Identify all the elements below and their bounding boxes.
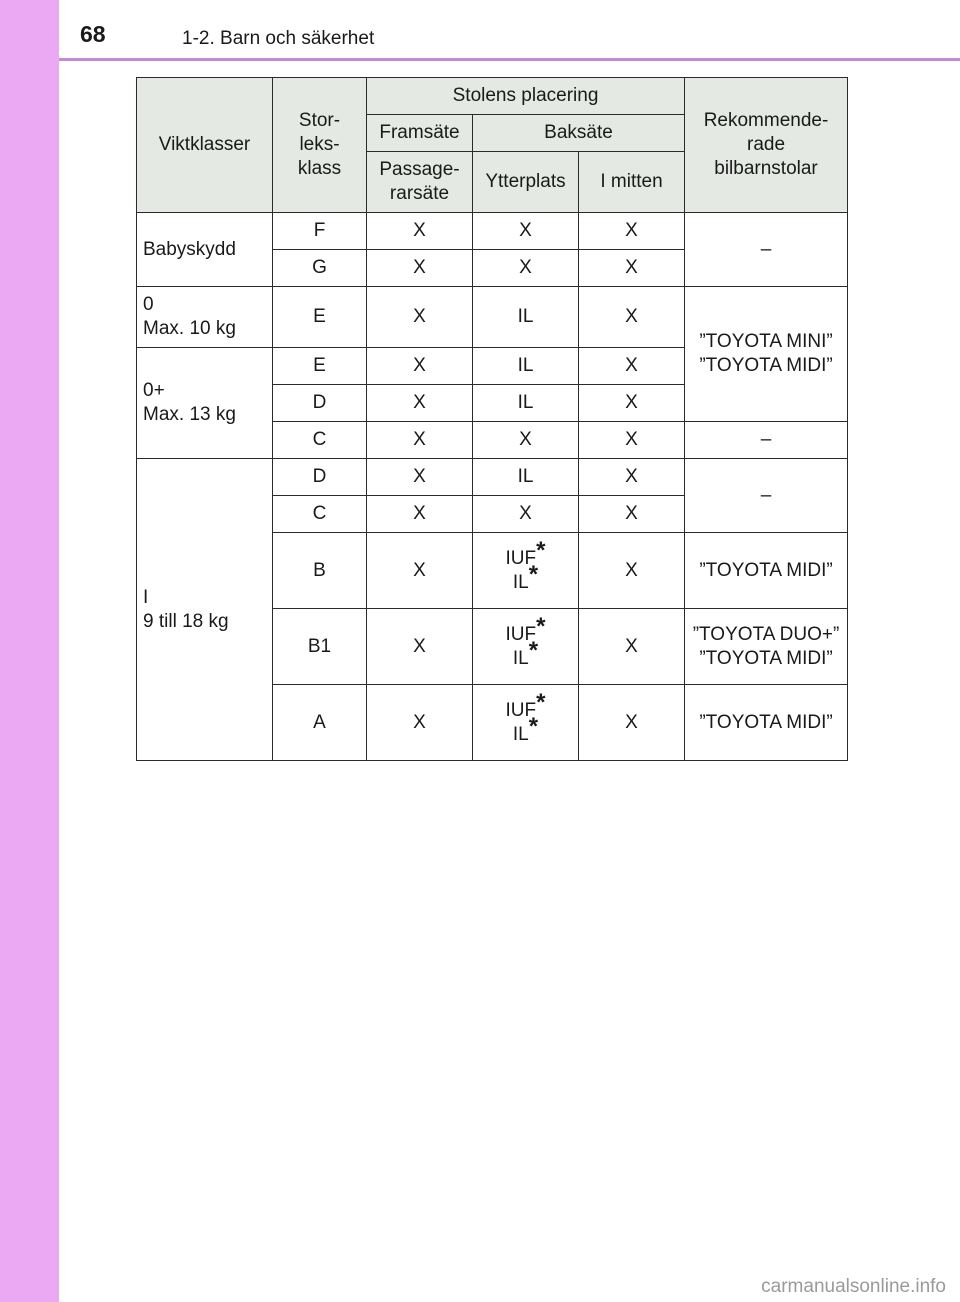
outer-seat-cell: X [473,496,579,533]
table-row [137,459,848,496]
outer-seat-cell: X [473,250,579,287]
front-seat-cell: X [367,459,473,496]
outer-seat-cell: X [473,213,579,250]
weight-group-babyskydd: Babyskydd [137,213,273,287]
size-class-cell: C [273,496,367,533]
outer-seat-cell: IUF* IL* [473,685,579,761]
front-seat-cell: X [367,685,473,761]
weight-group-0plus: 0+ Max. 13 kg [137,348,273,459]
recommended-cell: ”TOYOTA DUO+” ”TOYOTA MIDI” [685,609,848,685]
size-class-cell: B1 [273,609,367,685]
front-seat-cell: X [367,385,473,422]
middle-seat-cell: X [579,685,685,761]
middle-seat-cell: X [579,609,685,685]
child-seat-table [136,77,848,761]
middle-seat-cell: X [579,250,685,287]
middle-seat-cell: X [579,287,685,348]
size-class-cell: A [273,685,367,761]
header-rear-seat: Baksäte [473,115,685,152]
middle-seat-cell: X [579,459,685,496]
front-seat-cell: X [367,496,473,533]
weight-group-0: 0 Max. 10 kg [137,287,273,348]
table-row [137,213,848,250]
size-class-cell: D [273,459,367,496]
outer-seat-cell: IL [473,287,579,348]
section-title: 1-2. Barn och säkerhet [182,28,375,49]
recommended-cell: – [685,459,848,533]
size-class-cell: F [273,213,367,250]
middle-seat-cell: X [579,533,685,609]
header-outer-seat: Ytterplats [473,152,579,213]
front-seat-cell: X [367,609,473,685]
outer-seat-cell: IUF* IL* [473,533,579,609]
left-margin-strip [0,0,59,1302]
header-passenger-seat: Passage- rarsäte [367,152,473,213]
outer-seat-cell: IL [473,459,579,496]
size-class-cell: C [273,422,367,459]
recommended-cell: ”TOYOTA MINI” ”TOYOTA MIDI” [685,287,848,422]
size-class-cell: E [273,287,367,348]
page-number: 68 [80,21,106,47]
header-front-seat: Framsäte [367,115,473,152]
header-size-class: Stor- leks- klass [273,78,367,213]
middle-seat-cell: X [579,213,685,250]
recommended-cell: – [685,422,848,459]
table-row [137,287,848,348]
front-seat-cell: X [367,422,473,459]
header-recommended-seats: Rekommende- rade bilbarnstolar [685,78,848,213]
recommended-cell: – [685,213,848,287]
outer-seat-cell: IL [473,385,579,422]
size-class-cell: G [273,250,367,287]
front-seat-cell: X [367,348,473,385]
outer-seat-cell: IUF* IL* [473,609,579,685]
front-seat-cell: X [367,287,473,348]
front-seat-cell: X [367,250,473,287]
header-seat-position: Stolens placering [367,78,685,115]
front-seat-cell: X [367,533,473,609]
weight-group-I: I 9 till 18 kg [137,459,273,761]
watermark: carmanualsonline.info [761,1276,946,1297]
middle-seat-cell: X [579,385,685,422]
outer-seat-cell: IL [473,348,579,385]
size-class-cell: B [273,533,367,609]
header-middle-seat: I mitten [579,152,685,213]
recommended-cell: ”TOYOTA MIDI” [685,685,848,761]
header-divider [59,58,960,61]
size-class-cell: D [273,385,367,422]
recommended-cell: ”TOYOTA MIDI” [685,533,848,609]
middle-seat-cell: X [579,422,685,459]
size-class-cell: E [273,348,367,385]
outer-seat-cell: X [473,422,579,459]
header-weight-class: Viktklasser [137,78,273,213]
front-seat-cell: X [367,213,473,250]
middle-seat-cell: X [579,496,685,533]
middle-seat-cell: X [579,348,685,385]
